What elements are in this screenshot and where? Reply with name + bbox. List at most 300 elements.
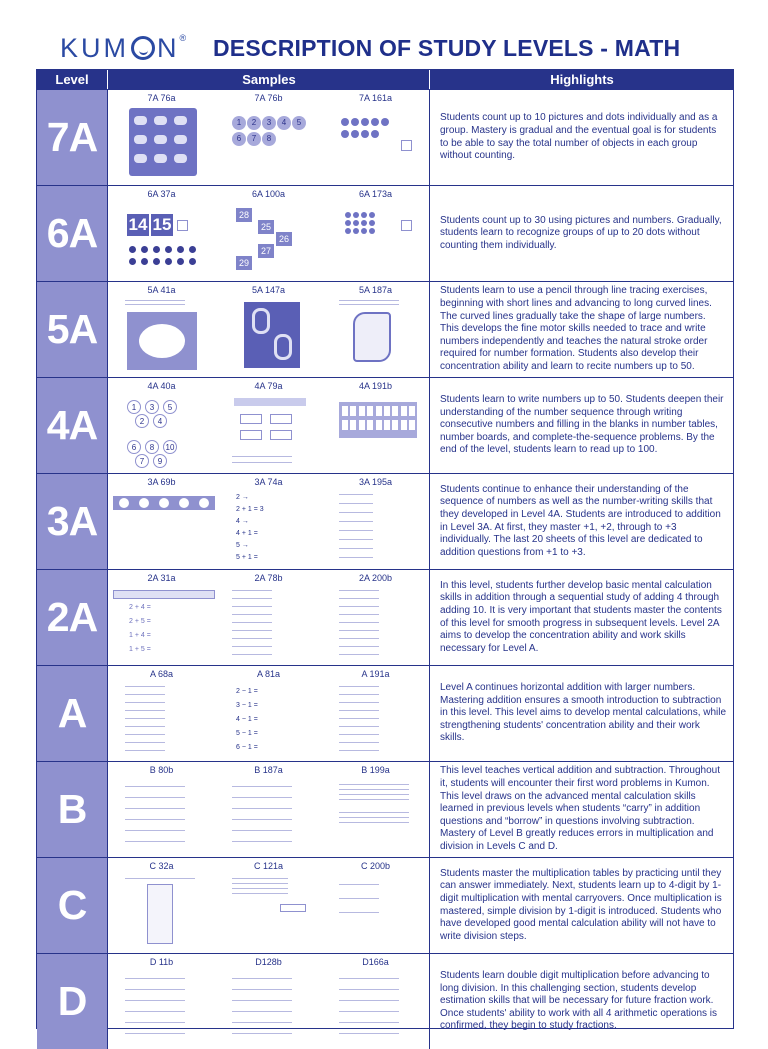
number-line-gap xyxy=(199,498,209,508)
picture-object xyxy=(174,135,187,144)
highlight-text: In this level, students further develop basic mental calculation skills in addition through a sequential study of adding 4 through adding 10. It is very important that students master the contents of this level for smooth progress in subsequent levels. Level 2A aims to develop the concentration ability and work skills necessary for Level A. xyxy=(440,579,722,654)
worksheet-line xyxy=(339,694,379,695)
worksheet-line xyxy=(232,978,292,979)
highlight-cell xyxy=(440,90,727,185)
highlight-text: Students count up to 10 pictures and dots individually and as a group. Mastery is gradual and the eventual goal is for students to be able to say the total number of objects in each group without counting. xyxy=(440,112,718,162)
highlight-text: Students continue to enhance their understanding of the sequence of numbers as well as the number-writing skills that they developed in Level 4A. Students are introduced to addition in Level 3A. At first, they master +1, +2, through to +3 individually. The last 20 sheets of this level are dedicated to addition questions from +1 to +3. xyxy=(440,483,721,558)
worksheet-line xyxy=(125,734,165,735)
bug-picture xyxy=(129,258,136,265)
number-strip xyxy=(234,398,306,406)
column-divider xyxy=(429,858,430,953)
sample-label: 5A 41a xyxy=(147,285,176,295)
column-divider xyxy=(429,666,430,761)
picture-object xyxy=(134,135,147,144)
worksheet-line xyxy=(339,503,373,504)
equation-text: 2 + 5 = xyxy=(129,618,151,625)
count-dot xyxy=(369,228,375,234)
highlight-text: Students count up to 30 using pictures and numbers. Gradually, students learn to recognize groups of up to 20 dots without counting them individually. xyxy=(440,214,722,251)
sample-thumbnail xyxy=(232,490,310,564)
worksheet-line xyxy=(232,462,292,463)
worksheet-line xyxy=(232,1033,292,1034)
count-dot xyxy=(353,228,359,234)
sample-worksheet xyxy=(322,860,429,952)
answer-box xyxy=(401,140,412,151)
trace-curve xyxy=(252,308,270,334)
worksheet-line xyxy=(232,456,292,457)
board-cell xyxy=(376,406,382,416)
number-box xyxy=(240,414,262,424)
count-dot xyxy=(345,228,351,234)
board-cell xyxy=(384,406,390,416)
worksheet-line xyxy=(339,557,373,558)
samples-cell xyxy=(108,570,429,665)
logo-registered-mark: ® xyxy=(179,33,187,43)
sample-thumbnail xyxy=(125,106,203,180)
worksheet-line xyxy=(125,718,165,719)
number-bubble: 4 xyxy=(277,116,291,130)
sample-worksheet xyxy=(322,380,429,472)
worksheet-line xyxy=(125,1011,185,1012)
sample-thumbnail xyxy=(232,874,310,948)
worksheet-line xyxy=(339,646,379,647)
board-cell xyxy=(409,406,415,416)
board-cell xyxy=(359,406,365,416)
worksheet-line xyxy=(232,1011,292,1012)
number-tile: 14 xyxy=(128,215,148,234)
worksheet-line xyxy=(339,606,379,607)
sample-worksheet xyxy=(108,764,215,856)
column-divider xyxy=(429,570,430,665)
worksheet-line xyxy=(339,1000,399,1001)
worksheet-line xyxy=(232,989,292,990)
table-header xyxy=(37,70,733,89)
sample-worksheet xyxy=(322,572,429,664)
worksheet-line xyxy=(232,606,272,607)
sample-thumbnail xyxy=(232,106,310,180)
worksheet-line xyxy=(125,742,165,743)
sample-label: 5A 147a xyxy=(251,285,286,295)
number-box xyxy=(240,430,262,440)
sample-thumbnail xyxy=(339,874,417,948)
worksheet-line xyxy=(339,912,379,913)
worksheet-line xyxy=(232,786,292,787)
curve-path xyxy=(139,324,185,358)
samples-cell xyxy=(108,282,429,377)
count-dot xyxy=(353,220,359,226)
level-badge: 3A xyxy=(37,474,107,569)
highlight-text: Students learn to use a pencil through line tracing exercises, beginning with short lines and advancing to long curved lines. The curved lines gradually take the shape of large numbers. This develops the fine motor skills needed to trace and write numbers independently and teaches the natural stroke order required for number formation. Students also develop their concentration ability and learn to recite numbers up to 50. xyxy=(440,285,712,372)
sample-thumbnail xyxy=(125,970,203,1044)
worksheet-line xyxy=(339,304,399,305)
number-tile: 15 xyxy=(152,215,172,234)
page-header xyxy=(0,0,768,70)
worksheet-line xyxy=(339,539,373,540)
column-divider xyxy=(429,90,430,185)
bug-picture xyxy=(189,258,196,265)
sample-thumbnail xyxy=(339,202,417,276)
samples-cell xyxy=(108,90,429,185)
count-dot xyxy=(341,130,349,138)
level-badge: 4A xyxy=(37,378,107,473)
sample-thumbnail xyxy=(232,778,310,852)
worksheet-line xyxy=(232,654,272,655)
worksheet-line xyxy=(125,710,165,711)
number-tile: 28 xyxy=(236,208,252,222)
worksheet-line xyxy=(339,710,379,711)
number-circle: 8 xyxy=(145,440,159,454)
worksheet-line xyxy=(125,686,165,687)
worksheet-line xyxy=(125,300,185,301)
worksheet-line xyxy=(339,898,379,899)
highlight-cell xyxy=(440,666,727,761)
table-row xyxy=(37,857,733,953)
column-divider xyxy=(429,282,430,377)
worksheet-line xyxy=(125,786,185,787)
worksheet-line xyxy=(125,878,195,879)
level-badge: 6A xyxy=(37,186,107,281)
worksheet-line xyxy=(339,654,379,655)
logo-text: KUM xyxy=(60,33,129,63)
sample-label: 2A 31a xyxy=(147,573,176,583)
sample-thumbnail xyxy=(125,394,203,468)
worksheet-line xyxy=(339,622,379,623)
sample-label: 2A 78b xyxy=(254,573,283,583)
sample-label: A 68a xyxy=(149,669,174,679)
sample-thumbnail xyxy=(125,202,203,276)
sample-label: 3A 195a xyxy=(358,477,393,487)
picture-object xyxy=(134,116,147,125)
worksheet-line xyxy=(232,598,272,599)
number-bubble: 6 xyxy=(232,132,246,146)
picture-object xyxy=(154,135,167,144)
sample-worksheet xyxy=(215,188,322,280)
sample-worksheet xyxy=(108,284,215,376)
worksheet-line xyxy=(125,1033,185,1034)
worksheet-line xyxy=(232,841,292,842)
board-cell xyxy=(401,420,407,430)
sample-worksheet xyxy=(215,764,322,856)
page-title: DESCRIPTION OF STUDY LEVELS - MATH xyxy=(213,35,681,61)
worksheet-line xyxy=(339,702,379,703)
count-dot xyxy=(371,118,379,126)
worksheet-line xyxy=(232,646,272,647)
column-divider xyxy=(429,378,430,473)
equation-text: 2 + 4 = xyxy=(129,604,151,611)
worksheet-line xyxy=(339,686,379,687)
worksheet-line xyxy=(232,590,272,591)
highlight-text: Students learn double digit multiplication before advancing to long division. In this challenging section, students develop estimation skills that will be necessary for future fraction work. Once students' ability to work with all 4 arithmetic operations is confirmed, they begin to study fractions. xyxy=(440,970,718,1032)
picture-object xyxy=(154,154,167,163)
column-divider xyxy=(429,954,430,1049)
number-circle: 5 xyxy=(163,400,177,414)
sample-thumbnail xyxy=(339,682,417,756)
worksheet-line xyxy=(232,888,288,889)
highlight-cell xyxy=(440,474,727,569)
sample-worksheet xyxy=(108,188,215,280)
sample-label: 6A 37a xyxy=(147,189,176,199)
worksheet-line xyxy=(339,822,409,823)
bug-picture xyxy=(165,246,172,253)
worksheet-line xyxy=(125,694,165,695)
worksheet-line xyxy=(232,893,288,894)
number-bubble: 2 xyxy=(247,116,261,130)
worksheet-line xyxy=(125,1022,185,1023)
samples-cell xyxy=(108,666,429,761)
sample-label: D 11b xyxy=(149,957,174,967)
board-cell xyxy=(350,406,356,416)
bug-picture xyxy=(177,258,184,265)
level-badge: D xyxy=(37,954,107,1049)
highlight-text: Students master the multiplication tables by practicing until they can answer immediately. Next, students learn up to 4-digit by 1-digit multiplication with mental carryovers. Once multiplication is mastered, simple division by 1-digit is introduced. Students who have developed good mental calculation ability will not have to write division steps. xyxy=(440,867,722,942)
sample-worksheet xyxy=(322,188,429,280)
number-tile: 25 xyxy=(258,220,274,234)
sample-thumbnail xyxy=(232,682,310,756)
sample-thumbnail xyxy=(232,394,310,468)
highlight-text: Level A continues horizontal addition with larger numbers. Mastering addition ensures a smooth introduction to subtraction in this level. This level aims to develop mental calculations, while strengthening students' concentration ability and their work skills. xyxy=(440,682,727,744)
worksheet-line xyxy=(339,726,379,727)
sample-worksheet xyxy=(215,668,322,760)
worksheet-line xyxy=(339,521,373,522)
worksheet-line xyxy=(339,718,379,719)
worksheet-line xyxy=(339,812,409,813)
worksheet-line xyxy=(339,799,409,800)
number-circle: 1 xyxy=(127,400,141,414)
number-bubble: 7 xyxy=(247,132,261,146)
equation-text: 3 − 1 = xyxy=(236,702,258,709)
table-row xyxy=(37,377,733,473)
sample-label: 7A 161a xyxy=(358,93,393,103)
table-row xyxy=(37,953,733,1049)
sample-label: 4A 40a xyxy=(147,381,176,391)
number-line-gap xyxy=(119,498,129,508)
kumon-logo xyxy=(60,33,186,64)
bug-picture xyxy=(153,246,160,253)
worksheet-line xyxy=(232,622,272,623)
number-line-gap xyxy=(159,498,169,508)
sample-thumbnail xyxy=(339,490,417,564)
number-circle: 6 xyxy=(127,440,141,454)
table-row xyxy=(37,185,733,281)
worksheet-line xyxy=(232,878,288,879)
worksheet-line xyxy=(339,784,409,785)
worksheet-line xyxy=(125,819,185,820)
worksheet-line xyxy=(125,989,185,990)
highlight-cell xyxy=(440,570,727,665)
board-cell xyxy=(342,406,348,416)
level-badge: 7A xyxy=(37,90,107,185)
samples-cell xyxy=(108,858,429,953)
number-box xyxy=(270,430,292,440)
answer-box xyxy=(280,904,306,912)
sample-label: 7A 76a xyxy=(147,93,176,103)
dinosaur-outline xyxy=(353,312,391,362)
multiplication-table xyxy=(147,884,173,944)
count-dot xyxy=(353,212,359,218)
worksheet-line xyxy=(125,304,185,305)
equation-text: 5 → xyxy=(236,542,249,549)
highlight-cell xyxy=(440,378,727,473)
samples-cell xyxy=(108,378,429,473)
samples-cell xyxy=(108,186,429,281)
answer-box xyxy=(177,220,188,231)
worksheet-line xyxy=(232,630,272,631)
count-dot xyxy=(361,118,369,126)
sample-label: D166a xyxy=(362,957,389,967)
worksheet-line xyxy=(339,1033,399,1034)
sample-label: C 200b xyxy=(360,861,391,871)
number-circle: 7 xyxy=(135,454,149,468)
board-cell xyxy=(367,406,373,416)
level-badge: C xyxy=(37,858,107,953)
column-divider xyxy=(429,186,430,281)
column-divider xyxy=(429,474,430,569)
sample-worksheet xyxy=(322,284,429,376)
equation-text: 5 − 1 = xyxy=(236,730,258,737)
sample-thumbnail xyxy=(339,106,417,180)
count-dot xyxy=(345,212,351,218)
number-bubble: 5 xyxy=(292,116,306,130)
worksheet-line xyxy=(339,598,379,599)
sample-worksheet xyxy=(108,572,215,664)
equation-text: 1 + 5 = xyxy=(129,646,151,653)
sample-thumbnail xyxy=(339,586,417,660)
worksheet-line xyxy=(232,1022,292,1023)
count-dot xyxy=(361,212,367,218)
worksheet-line xyxy=(125,978,185,979)
equation-text: 2 → xyxy=(236,494,249,501)
sample-thumbnail xyxy=(125,490,203,564)
number-bubble: 8 xyxy=(262,132,276,146)
count-dot xyxy=(341,118,349,126)
highlight-text: Students learn to write numbers up to 50. Students deepen their understanding of the number sequence through writing consecutive numbers and filling in the blanks in number tables, number boards, and complete-the-sequence problems. By the end of the level, students learn to read up to 100. xyxy=(440,394,724,456)
highlight-cell xyxy=(440,858,727,953)
level-badge: 5A xyxy=(37,282,107,377)
header-highlights: Highlights xyxy=(550,72,614,87)
sample-label: 4A 79a xyxy=(254,381,283,391)
sample-label: 3A 69b xyxy=(147,477,176,487)
board-cell xyxy=(392,420,398,430)
count-dot xyxy=(381,118,389,126)
sample-worksheet xyxy=(108,92,215,184)
equation-text: 4 − 1 = xyxy=(236,716,258,723)
sample-thumbnail xyxy=(339,298,417,372)
worksheet-line xyxy=(339,750,379,751)
worksheet-line xyxy=(232,638,272,639)
sample-thumbnail xyxy=(125,778,203,852)
sample-worksheet xyxy=(322,764,429,856)
sample-thumbnail xyxy=(125,298,203,372)
sample-label: 6A 173a xyxy=(358,189,393,199)
sample-worksheet xyxy=(108,860,215,952)
number-tile: 29 xyxy=(236,256,252,270)
picture-object xyxy=(174,154,187,163)
worksheet-line xyxy=(125,702,165,703)
header-divider xyxy=(429,70,430,89)
bug-picture xyxy=(153,258,160,265)
sample-label: C 32a xyxy=(149,861,174,871)
number-tile: 27 xyxy=(258,244,274,258)
sample-thumbnail xyxy=(125,682,203,756)
column-divider xyxy=(429,762,430,857)
worksheet-line xyxy=(339,300,399,301)
worksheet-line xyxy=(339,989,399,990)
sample-worksheet xyxy=(108,956,215,1048)
sample-label: B 187a xyxy=(254,765,283,775)
sample-thumbnail xyxy=(125,586,203,660)
worksheet-line xyxy=(125,808,185,809)
highlight-cell xyxy=(440,954,727,1049)
number-bubble: 1 xyxy=(232,116,246,130)
sample-label: A 81a xyxy=(256,669,281,679)
sample-worksheet xyxy=(108,476,215,568)
samples-cell xyxy=(108,954,429,1049)
number-line-gap xyxy=(139,498,149,508)
sample-thumbnail xyxy=(339,778,417,852)
number-circle: 4 xyxy=(153,414,167,428)
count-dot xyxy=(345,220,351,226)
board-cell xyxy=(367,420,373,430)
count-dot xyxy=(369,212,375,218)
sample-label: 2A 200b xyxy=(358,573,393,583)
sample-label: B 199a xyxy=(361,765,390,775)
sample-worksheet xyxy=(215,284,322,376)
count-dot xyxy=(361,220,367,226)
highlight-text: This level teaches vertical addition and subtraction. Throughout it, students will encounter their first word problems in Kumon. This level draws on the advanced mental calculation skills learned in previous levels when students “carry” in addition questions and “borrow” in questions involving subtraction. Mastery of Level B greatly reduces errors in multiplication and division in Levels C and D. xyxy=(440,765,720,852)
worksheet-line xyxy=(232,819,292,820)
samples-cell xyxy=(108,762,429,857)
level-badge: 2A xyxy=(37,570,107,665)
worksheet-line xyxy=(232,883,288,884)
worksheet-line xyxy=(339,734,379,735)
sample-worksheet xyxy=(322,476,429,568)
worksheet-line xyxy=(339,614,379,615)
worksheet-line xyxy=(339,590,379,591)
number-line-gap xyxy=(179,498,189,508)
worksheet-line xyxy=(339,884,379,885)
sample-thumbnail xyxy=(232,586,310,660)
worksheet-line xyxy=(339,638,379,639)
sample-worksheet xyxy=(215,92,322,184)
picture-object xyxy=(154,116,167,125)
equation-text: 4 → xyxy=(236,518,249,525)
bug-picture xyxy=(165,258,172,265)
worksheet-line xyxy=(339,494,373,495)
board-cell xyxy=(376,420,382,430)
number-box xyxy=(270,414,292,424)
number-circle: 2 xyxy=(135,414,149,428)
count-dot xyxy=(351,130,359,138)
count-dot xyxy=(371,130,379,138)
number-circle: 3 xyxy=(145,400,159,414)
answer-box xyxy=(401,220,412,231)
sample-worksheet xyxy=(322,92,429,184)
sample-label: C 121a xyxy=(253,861,284,871)
count-dot xyxy=(369,220,375,226)
equation-text: 2 + 1 = 3 xyxy=(236,506,264,513)
header-level: Level xyxy=(55,72,89,87)
highlight-cell xyxy=(440,186,727,281)
logo-text-end: N xyxy=(157,33,180,63)
highlight-cell xyxy=(440,762,727,857)
board-cell xyxy=(350,420,356,430)
equation-text: 2 − 1 = xyxy=(236,688,258,695)
worksheet-line xyxy=(339,789,409,790)
sample-label: 3A 74a xyxy=(254,477,283,487)
sample-worksheet xyxy=(322,956,429,1048)
bug-picture xyxy=(129,246,136,253)
number-circle: 10 xyxy=(163,440,177,454)
count-dot xyxy=(361,130,369,138)
